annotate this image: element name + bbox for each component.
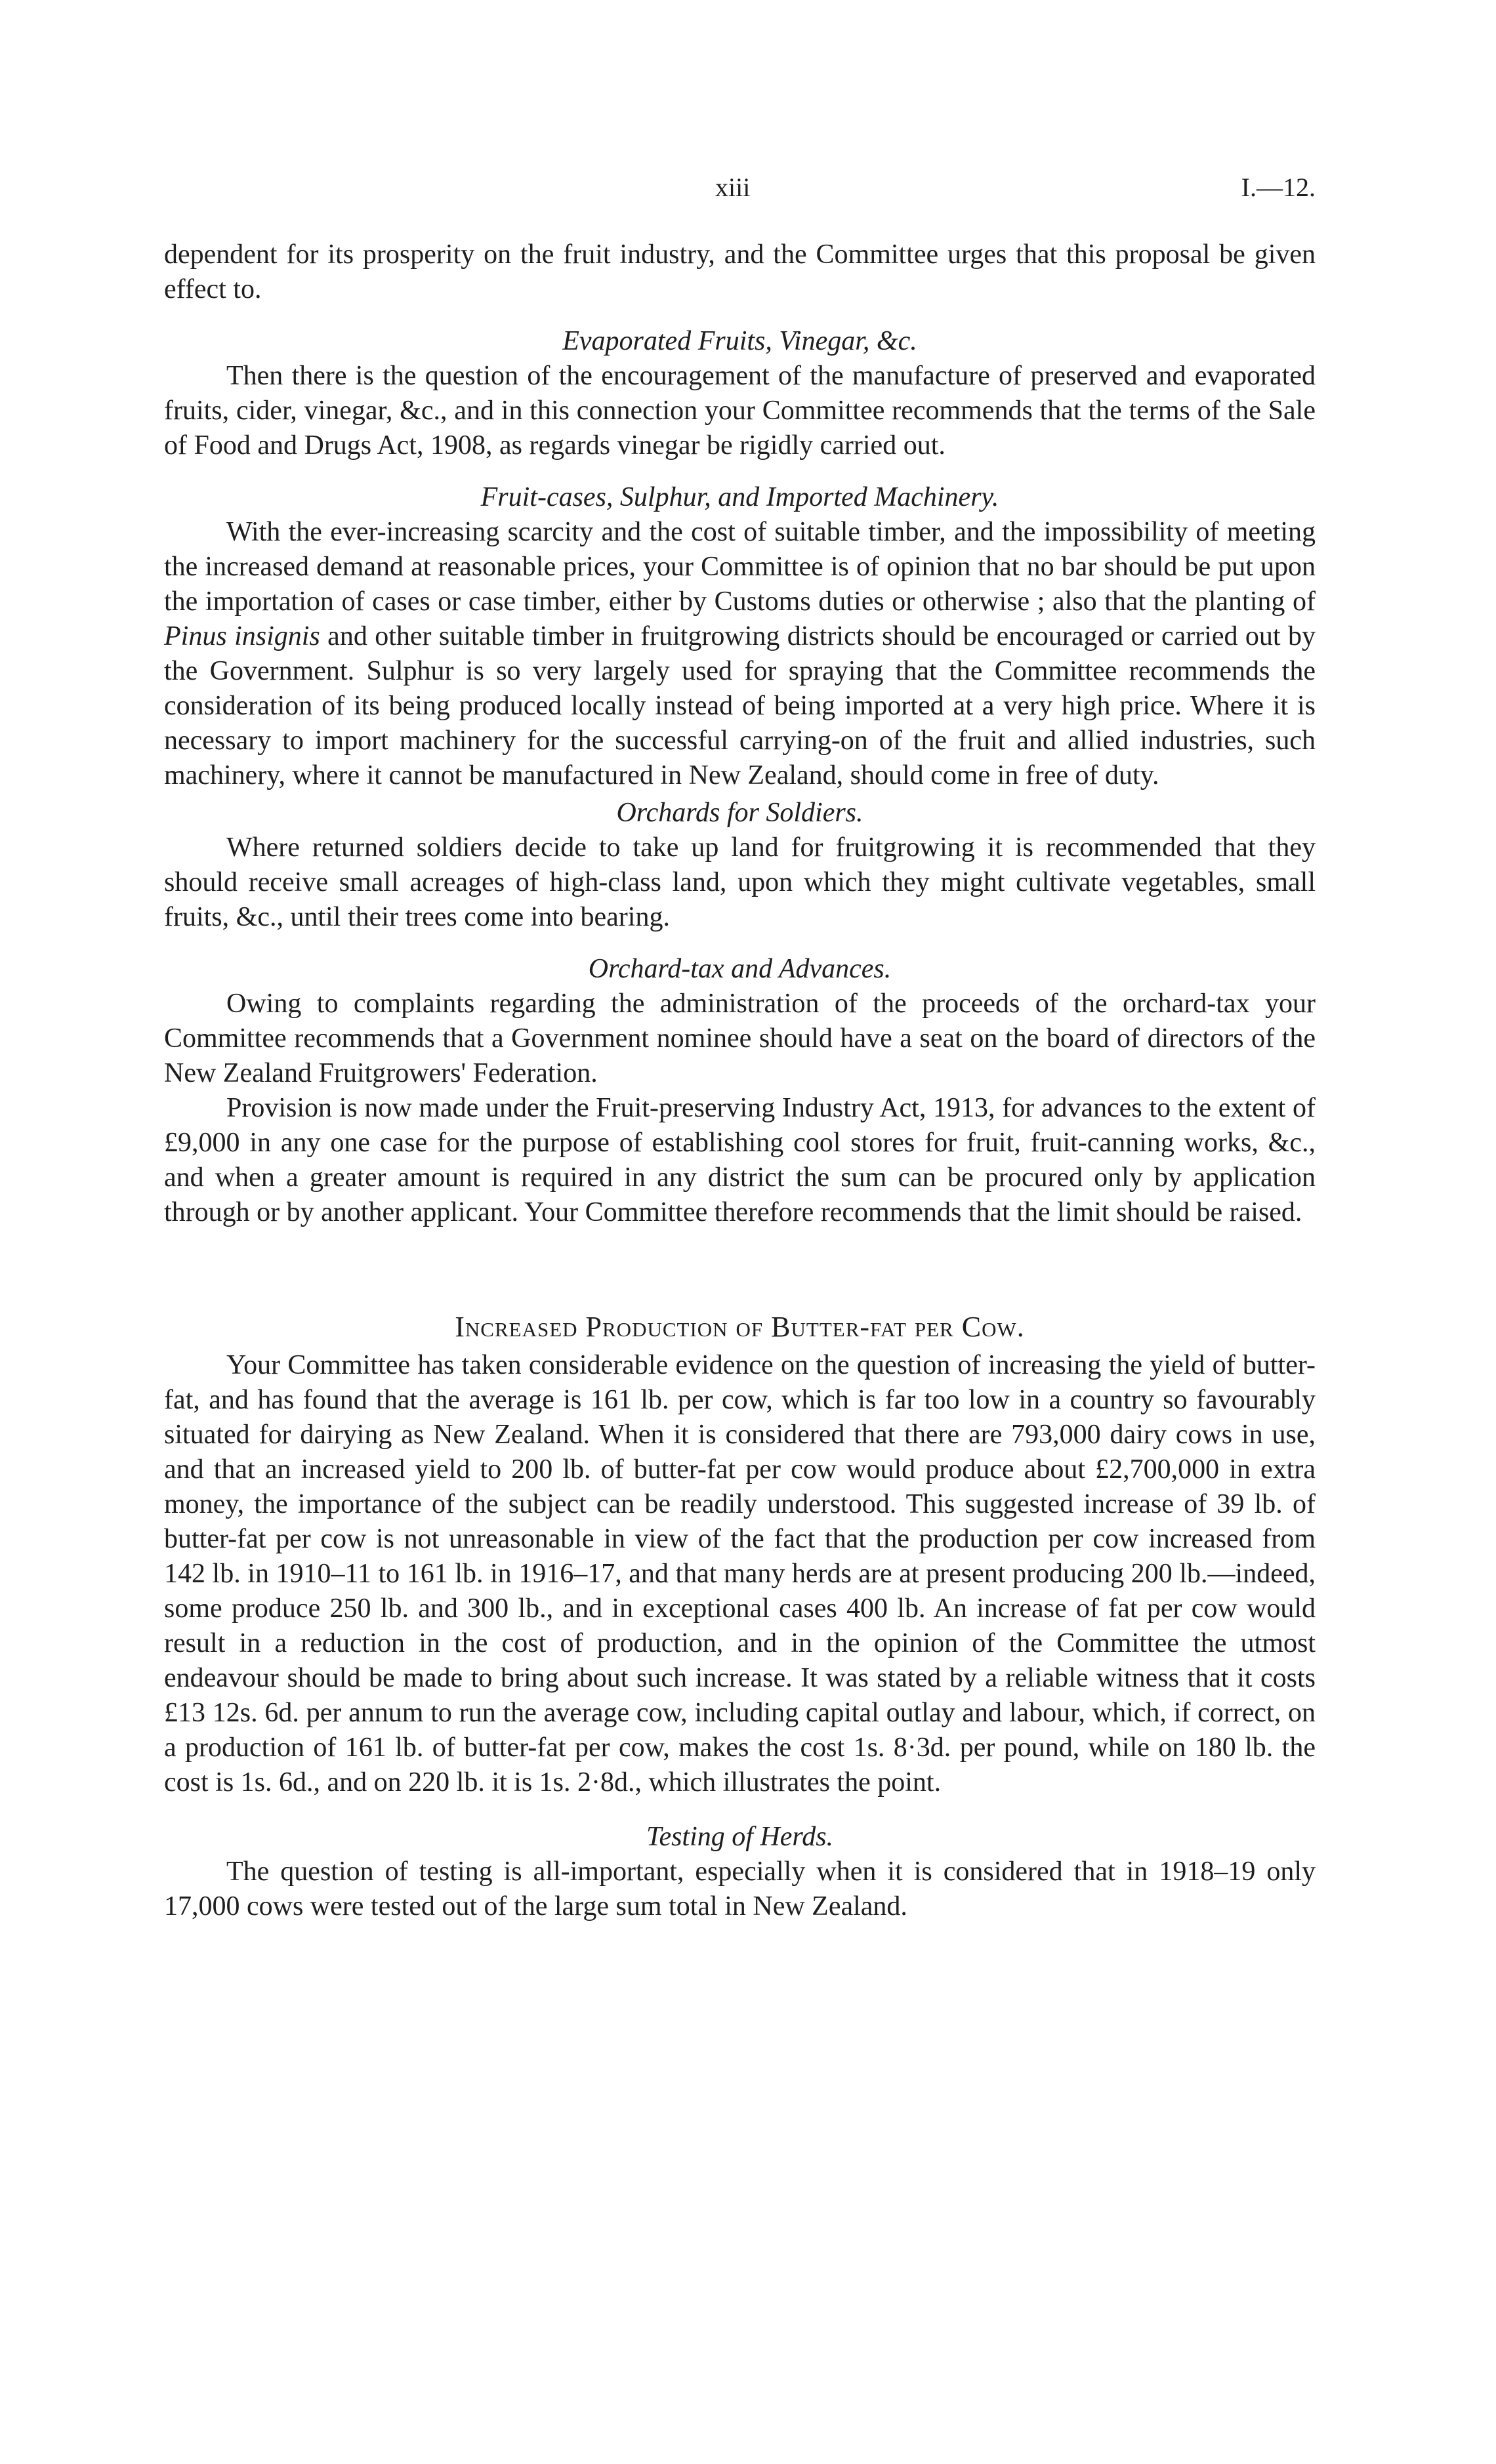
orchard-tax-paragraph-1: Owing to complaints regarding the administration of the proceeds of the orchard-tax your Committee recommends that a Government nominee should have a seat on the board of directors of the New Zealand Fruitgrowers' Federation. [164,989,1316,1088]
orchards-soldiers-paragraph: Where returned soldiers decide to take up land for fruitgrowing it is recommended that they should receive small acreages of high-class land, upon which they might cultivate vegetables, small fruits, &c., until their trees come into bearing. [164,832,1316,932]
heading-testing-herds: Testing of Herds. [646,1822,834,1852]
evaporated-fruits-paragraph: Then there is the question of the encouragement of the manufacture of preserved and evaporated fruits, cider, vinegar, &c., and in this connection your Committee recommends that the terms of the Sale of Food and Drugs Act, 1908, as regards vinegar be rigidly carried out. [164,361,1316,461]
document-body [164,237,1316,1924]
page-header [164,172,1316,211]
pinus-insignis-term: Pinus insignis [164,621,320,651]
heading-orchards-soldiers: Orchards for Soldiers. [616,798,863,828]
heading-fruit-cases: Fruit-cases, Sulphur, and Imported Machinery. [480,482,999,512]
paper-reference: I.—12. [1241,173,1316,202]
fruit-cases-paragraph [164,515,1316,793]
heading-butter-fat: Increased Production of Butter-fat per Cow. [455,1311,1025,1343]
fruit-cases-text-1: With the ever-increasing scarcity and the cost of suitable timber, and the impossibility of meeting the increased demand at reasonable prices, your Committee is of opinion that no bar should be put upon the importation of cases or case timber, either by Customs duties or otherwise ; also that the planting of [164,517,1316,617]
intro-paragraph: dependent for its prosperity on the fruit industry, and the Committee urges that this proposal be given effect to. [164,239,1316,304]
orchard-tax-paragraph-2: Provision is now made under the Fruit-preserving Industry Act, 1913, for advances to the extent of £9,000 in any one case for the purpose of establishing cool stores for fruit, fruit-canning works, &c., and when a greater amount is required in any district the sum can be procured only by application through or by another applicant. Your Committee therefore recommends that the limit should be raised. [164,1093,1316,1227]
butter-fat-paragraph: Your Committee has taken considerable evidence on the question of increasing the yield of butter-fat, and has found that the average is 161 lb. per cow, which is far too low in a country so favourably situated for dairying as New Zealand. When it is considered that there are 793,000 dairy cows in use, and that an increased yield to 200 lb. of butter-fat per cow would produce about £2,700,000 in extra money, the importance of the subject can be readily understood. This suggested increase of 39 lb. of butter-fat per cow is not unreasonable in view of the fact that the production per cow increased from 142 lb. in 1910–11 to 161 lb. in 1916–17, and that many herds are at present producing 200 lb.—indeed, some produce 250 lb. and 300 lb., and in exceptional cases 400 lb. An increase of fat per cow would result in a reduction in the cost of production, and in the opinion of the Committee the utmost endeavour should be made to bring about such increase. It was stated by a reliable witness that it costs £13 12s. 6d. per annum to run the average cow, including capital outlay and labour, which, if correct, on a production of 161 lb. of butter-fat per cow, makes the cost 1s. 8·3d. per pound, while on 180 lb. the cost is 1s. 6d., and on 220 lb. it is 1s. 2·8d., which illustrates the point. [164,1350,1316,1797]
heading-evaporated-fruits: Evaporated Fruits, Vinegar, &c. [562,326,917,356]
page-number: xiii [715,173,751,202]
testing-herds-paragraph: The question of testing is all-important, especially when it is considered that in 1918–19 only 17,000 cows were tested out of the large sum total in New Zealand. [164,1857,1316,1921]
heading-orchard-tax: Orchard-tax and Advances. [588,954,892,984]
fruit-cases-text-2: and other suitable timber in fruitgrowing districts should be encouraged or carried out by the Government. Sulphur is so very largely used for spraying that the Committee recommends the consideration of its being produced locally instead of being imported at a very high price. Where it is necessary to import machinery for the successful carrying-on of the fruit and allied industries, such machinery, where it cannot be manufactured in New Zealand, should come in free of duty. [164,621,1316,791]
